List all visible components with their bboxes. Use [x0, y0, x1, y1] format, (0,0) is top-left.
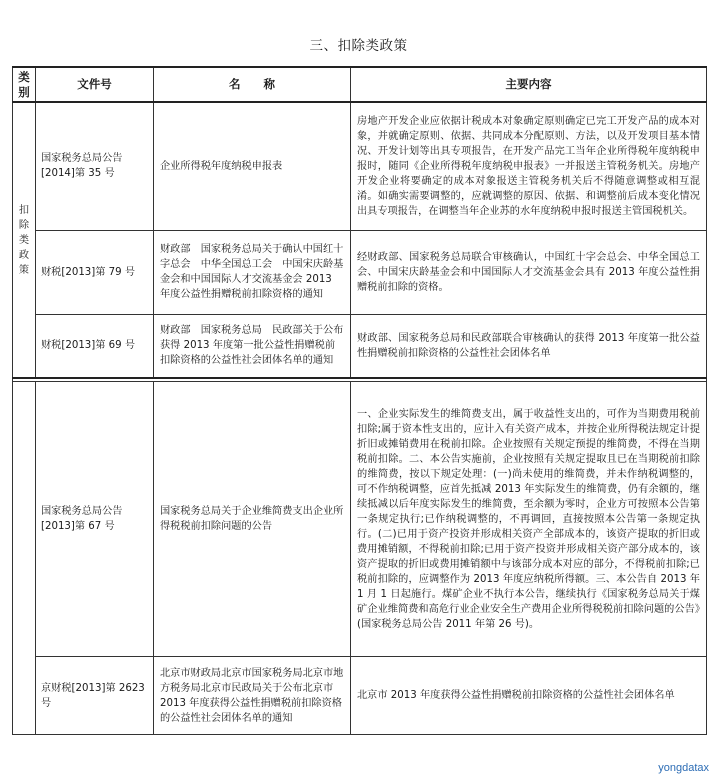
- doc-no-cell: 国家税务总局公告[2014]第 35 号: [36, 102, 154, 230]
- table-row: [13, 382, 707, 657]
- table-row: [13, 102, 707, 230]
- doc-no-cell: 财税[2013]第 79 号: [36, 230, 154, 314]
- deduction-policy-table: [12, 66, 707, 735]
- table-header-row: [13, 67, 707, 102]
- category-cell-empty: [13, 382, 36, 735]
- content-cell: 一、企业实际发生的维简费支出，属于收益性支出的，可作为当期费用税前扣除;属于资本性支出的，应计入有关资产成本，并按企业所得税法规定计提折旧或摊销费用在税前扣除。企业按照有关规定预提的维简费，不得在当期税前扣除。二、本公告实施前，企业按照有关规定提取且已在当期税前扣除的维简费，按以下规定处理：(一)尚未使用的维简费，并未作纳税调整的，可不作纳税调整，应首先抵减 2013 年实际发生的维简费，仍有余额的，继续抵减以后年度实际发生的维简费，至余额为零时，企业方可按照本公告第一条规定执行;已作纳税调整的，不再调回，直接按照本公告第一条规定执行。(二)已用于资产投资并形成相关资产全部成本的，该资产提取的折旧或费用摊销额，不得税前扣除;已用于资产投资并形成相关资产部分成本的，该资产提取的折旧或费用摊销额中与该部分成本对应的部分，不得税前扣除;已税前扣除的，应调整作为 2013 年度应纳税所得额。三、本公告自 2013 年 1 月 1 日起施行。煤矿企业不执行本公告，继续执行《国家税务总局关于煤矿企业维简费和高危行业企业安全生产费用企业所得税税前扣除问题的公告》(国家税务总局公告 2011 年第 26 号)。: [351, 382, 707, 657]
- content-cell: 经财政部、国家税务总局联合审核确认，中国红十字会总会、中华全国总工会、中国宋庆龄基金会和中国国际人才交流基金会具有 2013 年度公益性捐赠税前扣除的资格。: [351, 230, 707, 314]
- table-row: [13, 230, 707, 314]
- header-content: 主要内容: [351, 67, 707, 102]
- table-row: [13, 657, 707, 735]
- table-row: [13, 314, 707, 378]
- content-cell: 北京市 2013 年度获得公益性捐赠税前扣除资格的公益性社会团体名单: [351, 657, 707, 735]
- content-cell: 房地产开发企业应依据计税成本对象确定原则确定已完工开发产品的成本对象，并就确定原则、依据、共同成本分配原则、方法，以及开发项目基本情况、开发计划等出具专项报告，在开发产品完工当年企业所得税年度纳税申报时，随同《企业所得税年度纳税申报表》一并报送主管税务机关。房地产开发企业将要确定的成本对象报送主管税务机关后不得随意调整或相互混淆。如确实需要调整的，应就调整的原因、依据、和调整前后成本变化情况出具专项报告，在调整当年企业苏的水年度纳税申报时报送主管国税机关。: [351, 102, 707, 230]
- category-cell: 扣除类政策: [13, 102, 36, 378]
- doc-no-cell: 京财税[2013]第 2623 号: [36, 657, 154, 735]
- name-cell: 财政部 国家税务总局关于确认中国红十字总会 中华全国总工会 中国宋庆龄基金会和中国国际人才交流基金会 2013 年度公益性捐赠税前扣除资格的通知: [154, 230, 351, 314]
- name-cell: 财政部 国家税务总局 民政部关于公布获得 2013 年度第一批公益性捐赠税前扣除资格的公益性社会团体名单的通知: [154, 314, 351, 378]
- page-title: 三、扣除类政策: [309, 38, 408, 54]
- header-doc-no: 文件号: [36, 67, 154, 102]
- doc-no-cell: 财税[2013]第 69 号: [36, 314, 154, 378]
- name-cell: 企业所得税年度纳税申报表: [154, 102, 351, 230]
- content-cell: 财政部、国家税务总局和民政部联合审核确认的获得 2013 年度第一批公益性捐赠税前扣除资格的公益性社会团体名单: [351, 314, 707, 378]
- name-cell: 北京市财政局北京市国家税务局北京市地方税务局北京市民政局关于公布北京市 2013 年度获得公益性捐赠税前扣除资格的公益性社会团体名单的通知: [154, 657, 351, 735]
- name-cell: 国家税务总局关于企业维简费支出企业所得税税前扣除问题的公告: [154, 382, 351, 657]
- doc-no-cell: 国家税务总局公告[2013]第 67 号: [36, 382, 154, 657]
- header-category: 类别: [13, 67, 36, 102]
- header-name: 名 称: [154, 67, 351, 102]
- watermark: yongdatax: [658, 762, 709, 774]
